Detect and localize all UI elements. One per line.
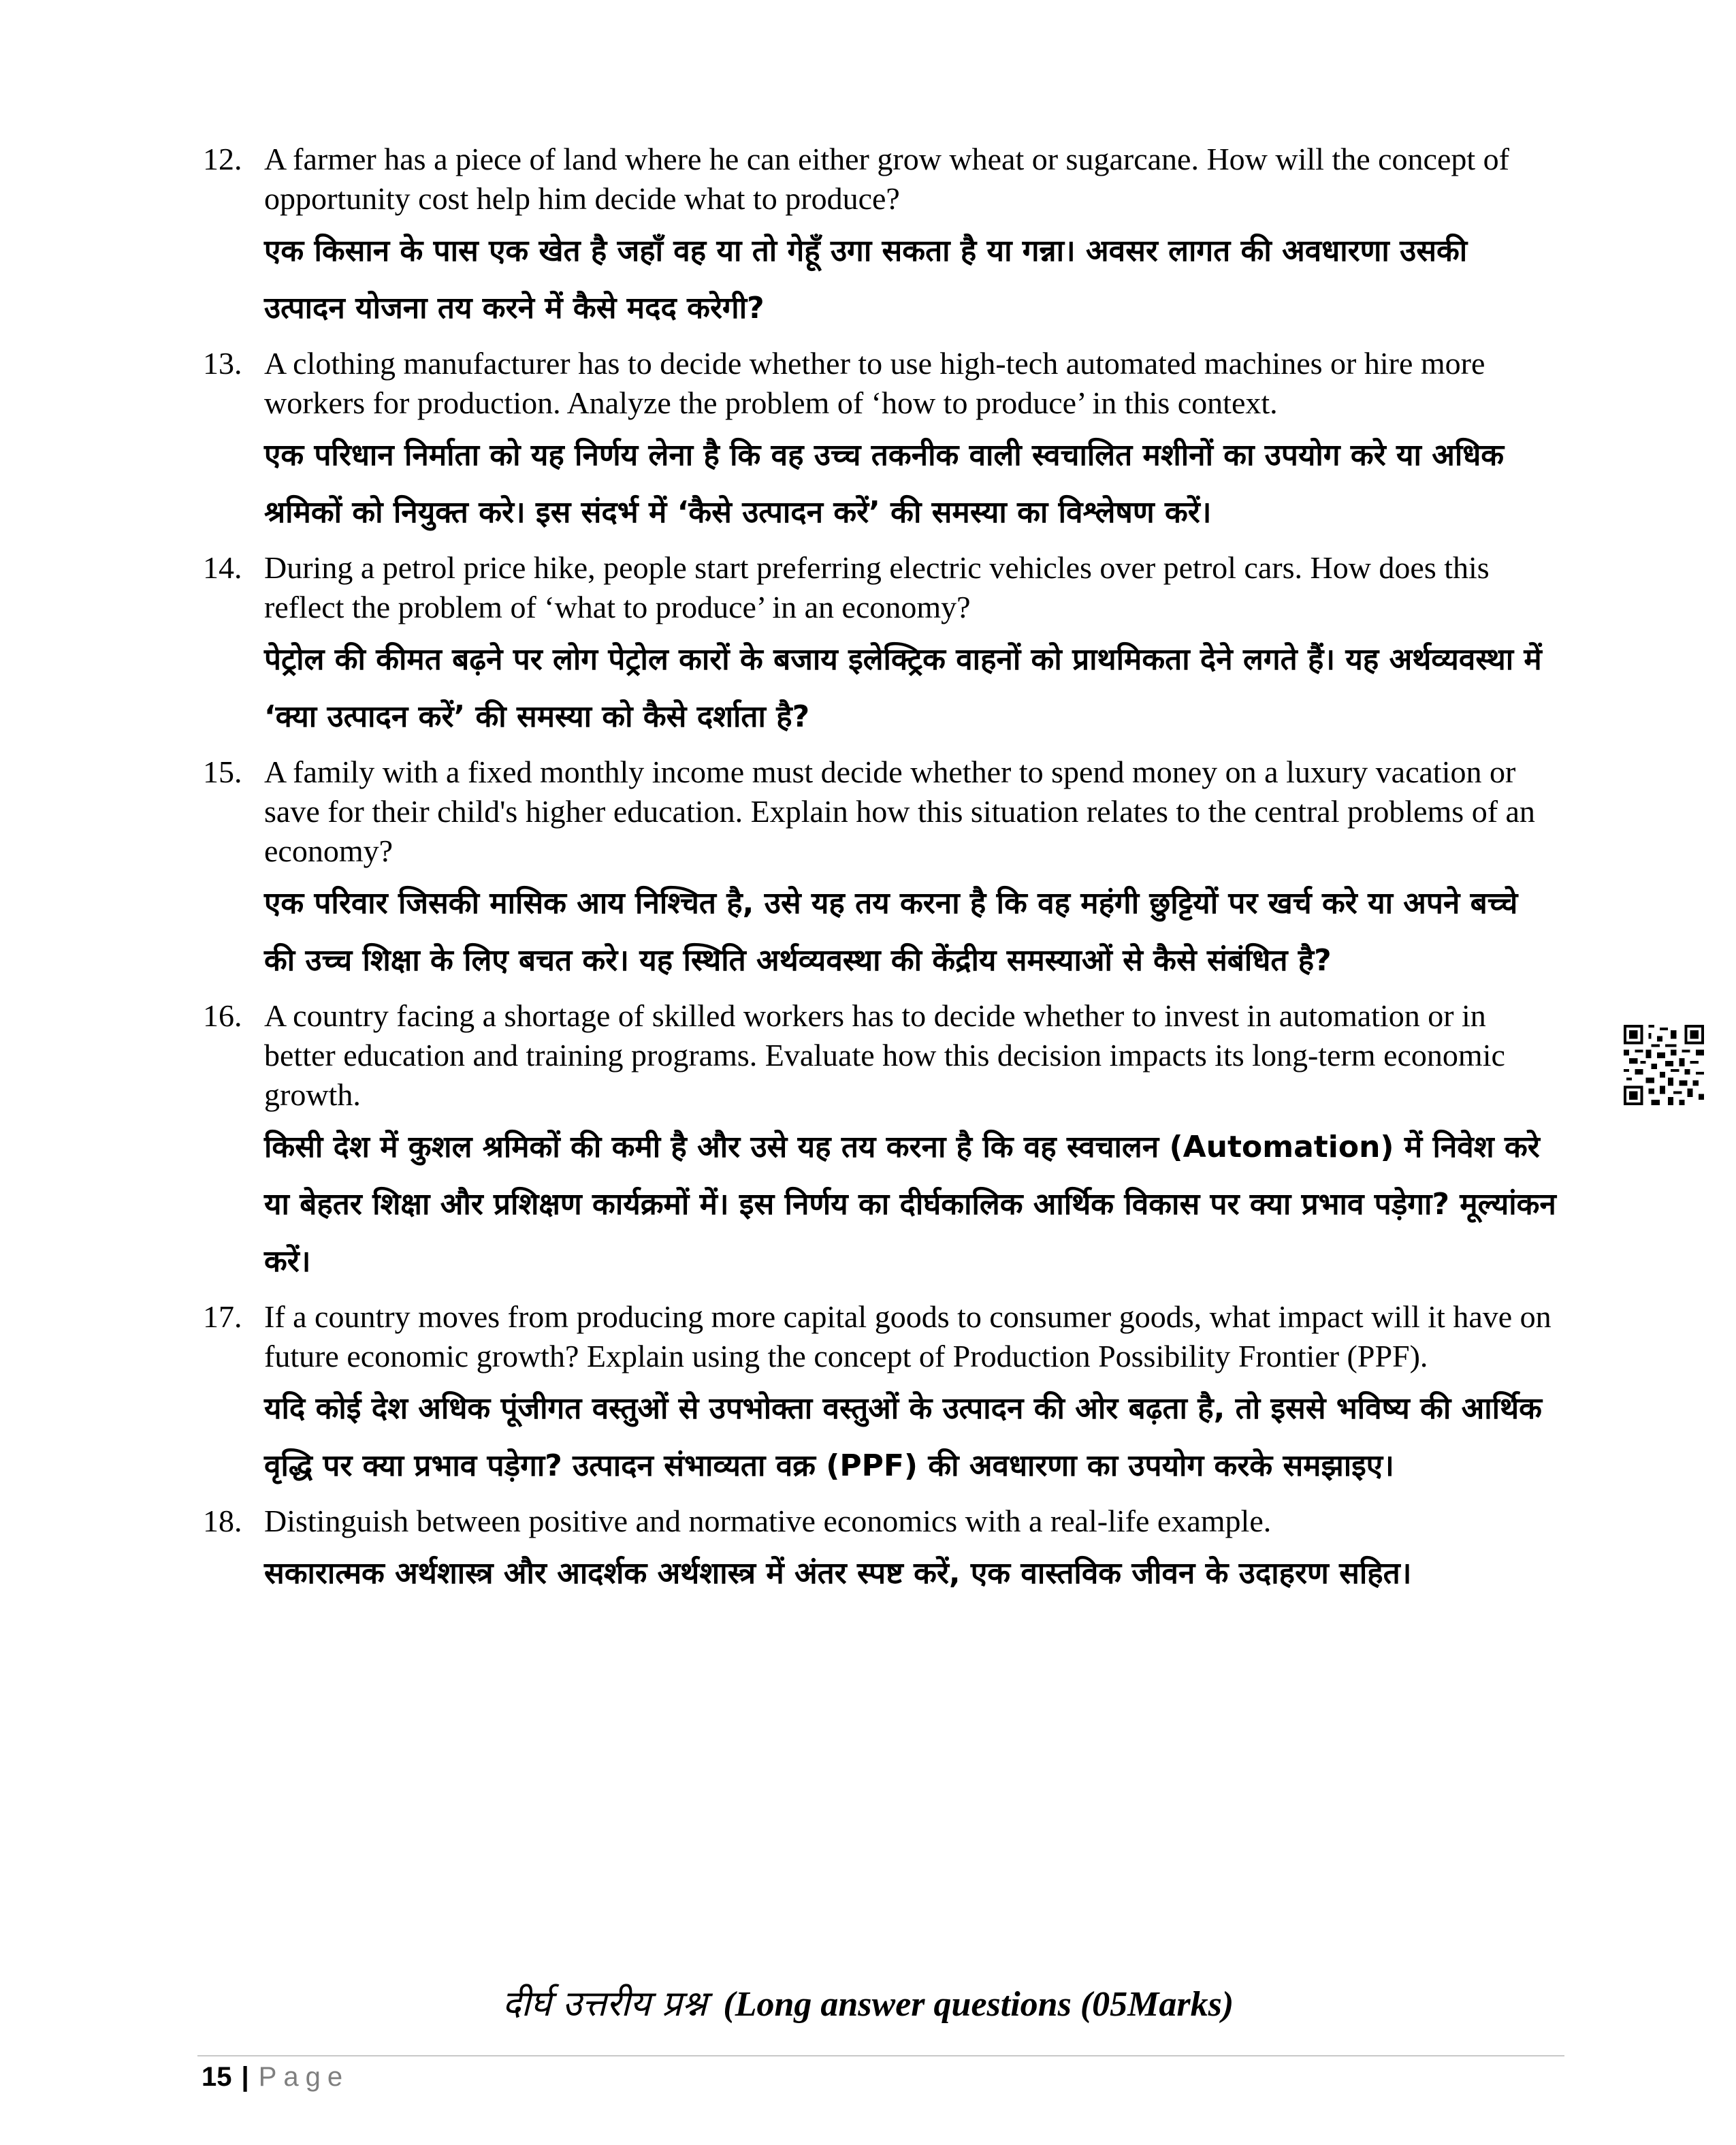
question-hindi: किसी देश में कुशल श्रमिकों की कमी है और उसे यह तय करना है कि वह स्वचालन (Automation) में निवेश करे या बेहतर शिक्षा और प्रशिक्षण कार्यक्रमों में। इस निर्णय का दीर्घकालिक आर्थिक विकास पर क्या प्रभाव पड़ेगा? मूल्यांकन करें। (264, 1130, 1556, 1279)
question-hindi: एक परिधान निर्माता को यह निर्णय लेना है कि वह उच्च तकनीक वाली स्वचालित मशीनों का उपयोग करे या अधिक श्रमिकों को नियुक्त करे। इस संदर्भ में ‘कैसे उत्पादन करें’ की समस्या का विश्लेषण करें। (264, 438, 1505, 530)
question-number: 14. (203, 550, 242, 585)
question-english: If a country moves from producing more capital goods to consumer goods, what impact will it have on future economic growth? Explain using the concept of Production Possibility Frontier (PPF). (264, 1299, 1552, 1373)
question-number: 17. (203, 1299, 242, 1334)
question-14 (203, 548, 1558, 746)
question-hindi: एक परिवार जिसकी मासिक आय निश्चित है, उसे यह तय करना है कि वह महंगी छुट्टियों पर खर्च करे या अपने बच्चे की उच्च शिक्षा के लिए बचत करे। यह स्थिति अर्थव्यवस्था की केंद्रीय समस्याओं से कैसे संबंधित है? (264, 886, 1518, 978)
question-15 (203, 752, 1558, 989)
question-english: A country facing a shortage of skilled workers has to decide whether to invest in automation or in better education and training programs. Evaluate how this decision impacts its long-term economic growth. (264, 998, 1505, 1112)
question-18 (203, 1502, 1558, 1602)
section-heading-hindi: दीर्घ उत्तरीय प्रश्न (502, 1984, 707, 2024)
question-number: 15. (203, 754, 242, 789)
qr-code-icon (1624, 1025, 1704, 1105)
question-13 (203, 344, 1558, 541)
page-number: 15 (202, 2062, 232, 2092)
question-english: Distinguish between positive and normative economics with a real-life example. (264, 1504, 1272, 1538)
page-footer (202, 2062, 349, 2093)
question-number: 13. (203, 346, 242, 381)
page-label: Page (258, 2062, 350, 2092)
footer-divider (197, 2055, 1564, 2056)
question-hindi: एक किसान के पास एक खेत है जहाँ वह या तो गेहूँ उगा सकता है या गन्ना। अवसर लागत की अवधारणा उसकी उत्पादन योजना तय करने में कैसे मदद करेगी? (264, 234, 1468, 325)
section-heading (0, 1978, 1736, 2027)
question-english: During a petrol price hike, people start preferring electric vehicles over petrol cars. How does this reflect the problem of ‘what to produce’ in an economy? (264, 550, 1490, 624)
footer-separator: | (241, 2062, 249, 2092)
question-16 (203, 996, 1558, 1290)
question-english: A farmer has a piece of land where he can either grow wheat or sugarcane. How will the concept of opportunity cost help him decide what to produce? (264, 142, 1509, 216)
question-number: 16. (203, 998, 242, 1033)
question-hindi: पेट्रोल की कीमत बढ़ने पर लोग पेट्रोल कारों के बजाय इलेक्ट्रिक वाहनों को प्राथमिकता देने लगते हैं। यह अर्थव्यवस्था में ‘क्या उत्पादन करें’ की समस्या को कैसे दर्शाता है? (264, 642, 1542, 734)
question-17 (203, 1297, 1558, 1495)
question-english: A clothing manufacturer has to decide whether to use high-tech automated machines or hire more workers for production. Analyze the problem of ‘how to produce’ in this context. (264, 346, 1485, 420)
section-heading-english: (Long answer questions (05Marks) (723, 1985, 1234, 2024)
question-number: 12. (203, 142, 242, 176)
question-12 (203, 140, 1558, 337)
question-number: 18. (203, 1504, 242, 1538)
question-hindi: यदि कोई देश अधिक पूंजीगत वस्तुओं से उपभोक्ता वस्तुओं के उत्पादन की ओर बढ़ता है, तो इससे भविष्य की आर्थिक वृद्धि पर क्या प्रभाव पड़ेगा? उत्पादन संभाव्यता वक्र (PPF) की अवधारणा का उपयोग करके समझाइए। (264, 1391, 1542, 1483)
question-english: A family with a fixed monthly income must decide whether to spend money on a luxury vacation or save for their child's higher education. Explain how this situation relates to the central problems of an economy? (264, 754, 1535, 868)
question-list (203, 140, 1558, 1602)
question-hindi: सकारात्मक अर्थशास्त्र और आदर्शक अर्थशास्त्र में अंतर स्पष्ट करें, एक वास्तविक जीवन के उदाहरण सहित। (264, 1556, 1412, 1591)
